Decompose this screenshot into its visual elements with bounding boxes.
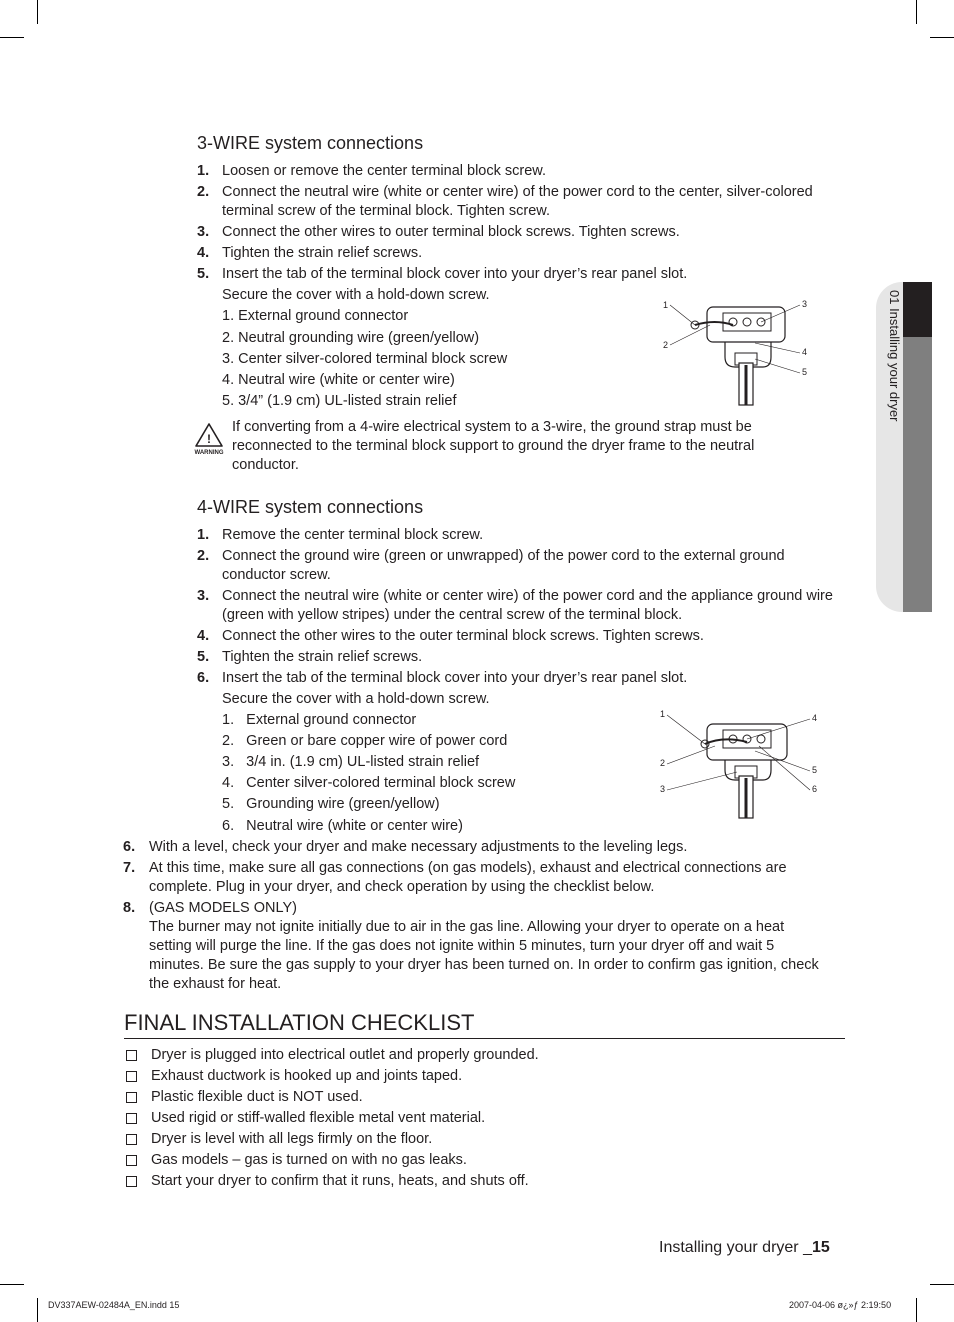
part-item: 1. External ground connector	[222, 308, 409, 324]
footer-section: Installing your dryer _	[659, 1239, 812, 1256]
step-number: 8.	[123, 900, 136, 916]
crop-mark	[930, 37, 954, 38]
diagram-label: 2	[660, 758, 666, 768]
part-item: 5. Grounding wire (green/yellow)	[222, 796, 440, 812]
step-text: At this time, make sure all gas connections (on gas models), exhaust and electrical connections are complete. Plug in your dryer, and check operation by using the checklist below.	[149, 860, 787, 895]
step-text: Connect the ground wire (green or unwrapped) of the power cord to the external ground conductor screw.	[222, 548, 785, 583]
checkbox-icon[interactable]	[126, 1113, 137, 1124]
diagram-label: 6	[812, 784, 818, 794]
part-item: 2. Green or bare copper wire of power cord	[222, 733, 508, 749]
crop-mark	[0, 1284, 24, 1285]
list-item	[197, 223, 847, 242]
checklist-text: Dryer is plugged into electrical outlet and properly grounded.	[151, 1047, 539, 1063]
step-number: 6.	[123, 839, 136, 855]
list-item	[123, 899, 823, 994]
part-item: 1. External ground connector	[222, 712, 417, 728]
step-number: 2.	[197, 548, 210, 564]
terminal-block-diagram-4wire	[655, 706, 820, 821]
checklist-item[interactable]	[124, 1151, 467, 1170]
part-item: 4. Neutral wire (white or center wire)	[222, 372, 455, 388]
diagram-label: 3	[802, 299, 808, 309]
step-number: 2.	[197, 184, 210, 200]
step-number: 4.	[197, 245, 210, 261]
part-item: 3. Center silver-colored terminal block screw	[222, 351, 508, 367]
warning-text: If converting from a 4-wire electrical system to a 3-wire, the ground strap must be reconnected to the terminal block support to ground the dryer frame to the neutral conductor.	[232, 419, 755, 473]
checklist-item[interactable]	[124, 1130, 432, 1149]
list-item	[123, 859, 823, 897]
diagram-label: 3	[660, 784, 666, 794]
step-text: With a level, check your dryer and make necessary adjustments to the leveling legs.	[149, 839, 688, 855]
terminal-block-diagram-3wire	[655, 295, 815, 410]
step-text: Connect the other wires to outer terminal block screws. Tighten screws.	[222, 224, 680, 240]
step-number: 5.	[197, 266, 210, 282]
side-tab-bar	[903, 337, 932, 612]
list-item	[197, 183, 847, 221]
step-text: Insert the tab of the terminal block cover into your dryer’s rear panel slot.	[222, 266, 688, 282]
checklist-item[interactable]	[124, 1046, 539, 1065]
list-item	[197, 265, 847, 284]
part-item: 3. 3/4 in. (1.9 cm) UL-listed strain relief	[222, 754, 480, 770]
checklist-text: Gas models – gas is turned on with no gas leaks.	[151, 1152, 467, 1168]
page-footer	[659, 1239, 830, 1257]
list-item	[197, 669, 847, 688]
print-date: 2007-04-06 ø¿»ƒ 2:19:50	[789, 1300, 892, 1310]
checkbox-icon[interactable]	[126, 1092, 137, 1103]
file-name: DV337AEW-02484A_EN.indd 15	[48, 1300, 180, 1310]
diagram-label: 1	[660, 709, 666, 719]
part-item: 6. Neutral wire (white or center wire)	[222, 818, 463, 834]
checklist-text: Exhaust ductwork is hooked up and joints taped.	[151, 1068, 463, 1084]
part-item: 5. 3/4” (1.9 cm) UL-listed strain relief	[222, 393, 457, 409]
checklist-text: Used rigid or stiff-walled flexible metal vent material.	[151, 1110, 486, 1126]
section-heading-4wire: 4-WIRE system connections	[197, 497, 424, 517]
checklist-item[interactable]	[124, 1172, 529, 1191]
diagram-label: 1	[663, 300, 669, 310]
checklist-text: Plastic flexible duct is NOT used.	[151, 1089, 363, 1105]
list-item	[123, 838, 823, 857]
step-text: Tighten the strain relief screws.	[222, 649, 423, 665]
step-number: 5.	[197, 649, 210, 665]
checklist-text: Start your dryer to confirm that it runs, heats, and shuts off.	[151, 1173, 529, 1189]
crop-mark	[930, 1284, 954, 1285]
crop-mark	[37, 1298, 38, 1322]
checkbox-icon[interactable]	[126, 1050, 137, 1061]
list-item	[197, 244, 847, 263]
step-text: Insert the tab of the terminal block cover into your dryer’s rear panel slot.	[222, 670, 688, 686]
step-text: Connect the neutral wire (white or center wire) of the power cord and the appliance ground wire (green with yellow stripes) under the central screw of the terminal block.	[222, 588, 833, 623]
checkbox-icon[interactable]	[126, 1071, 137, 1082]
part-item: 4. Center silver-colored terminal block screw	[222, 775, 516, 791]
checklist-title: FINAL INSTALLATION CHECKLIST	[124, 1010, 475, 1035]
crop-mark	[0, 37, 24, 38]
step-number: 4.	[197, 628, 210, 644]
diagram-label: 2	[663, 340, 669, 350]
side-tab-marker	[903, 282, 932, 337]
list-item	[197, 648, 847, 667]
warning-icon	[193, 421, 229, 457]
diagram-label: 5	[812, 765, 818, 775]
list-item	[197, 627, 847, 646]
section-heading-3wire: 3-WIRE system connections	[197, 133, 424, 153]
step-text: Connect the neutral wire (white or center wire) of the power cord to the center, silver-colored terminal screw of the terminal block. Tighten screw.	[222, 184, 813, 219]
checklist-text: Dryer is level with all legs firmly on the floor.	[151, 1131, 433, 1147]
list-item	[197, 526, 847, 545]
secure-note: Secure the cover with a hold-down screw.	[222, 287, 490, 303]
diagram-label: 4	[812, 713, 818, 723]
step-text: (GAS MODELS ONLY)	[149, 900, 297, 916]
step-text: The burner may not ignite initially due to air in the gas line. Allowing your dryer to operate on a heat setting will purge the line. If the gas does not ignite within 5 minutes, turn your dryer off and wait 5 minutes. Be sure the gas supply to your dryer has been turned on. In order to confirm gas ignition, check the exhaust for heat.	[149, 919, 819, 992]
step-number: 1.	[197, 527, 210, 543]
diagram-label: 5	[802, 367, 808, 377]
step-text: Loosen or remove the center terminal block screw.	[222, 163, 546, 179]
step-number: 1.	[197, 163, 210, 179]
crop-mark	[37, 0, 38, 24]
step-number: 6.	[197, 670, 210, 686]
step-text: Connect the other wires to the outer terminal block screws. Tighten screws.	[222, 628, 704, 644]
step-number: 3.	[197, 224, 210, 240]
list-item	[197, 587, 847, 625]
crop-mark	[916, 0, 917, 24]
checklist-item[interactable]	[124, 1067, 462, 1086]
step-number: 3.	[197, 588, 210, 604]
side-tab-label: 01 Installing your dryer	[887, 290, 902, 422]
crop-mark	[916, 1298, 917, 1322]
checkbox-icon[interactable]	[126, 1155, 137, 1166]
step-text: Tighten the strain relief screws.	[222, 245, 423, 261]
part-item: 2. Neutral grounding wire (green/yellow)	[222, 330, 480, 346]
checklist-item[interactable]	[124, 1109, 485, 1128]
list-item	[197, 162, 847, 181]
page-number: 15	[811, 1239, 830, 1256]
secure-note: Secure the cover with a hold-down screw.	[222, 691, 490, 707]
checkbox-icon[interactable]	[126, 1176, 137, 1187]
step-number: 7.	[123, 860, 136, 876]
list-item	[197, 547, 847, 585]
warning-label: WARNING	[194, 450, 224, 456]
svg-text:!: !	[207, 432, 211, 446]
title-rule	[124, 1038, 845, 1039]
step-text: Remove the center terminal block screw.	[222, 527, 484, 543]
checklist-item[interactable]	[124, 1088, 363, 1107]
checkbox-icon[interactable]	[126, 1134, 137, 1145]
diagram-label: 4	[802, 347, 808, 357]
